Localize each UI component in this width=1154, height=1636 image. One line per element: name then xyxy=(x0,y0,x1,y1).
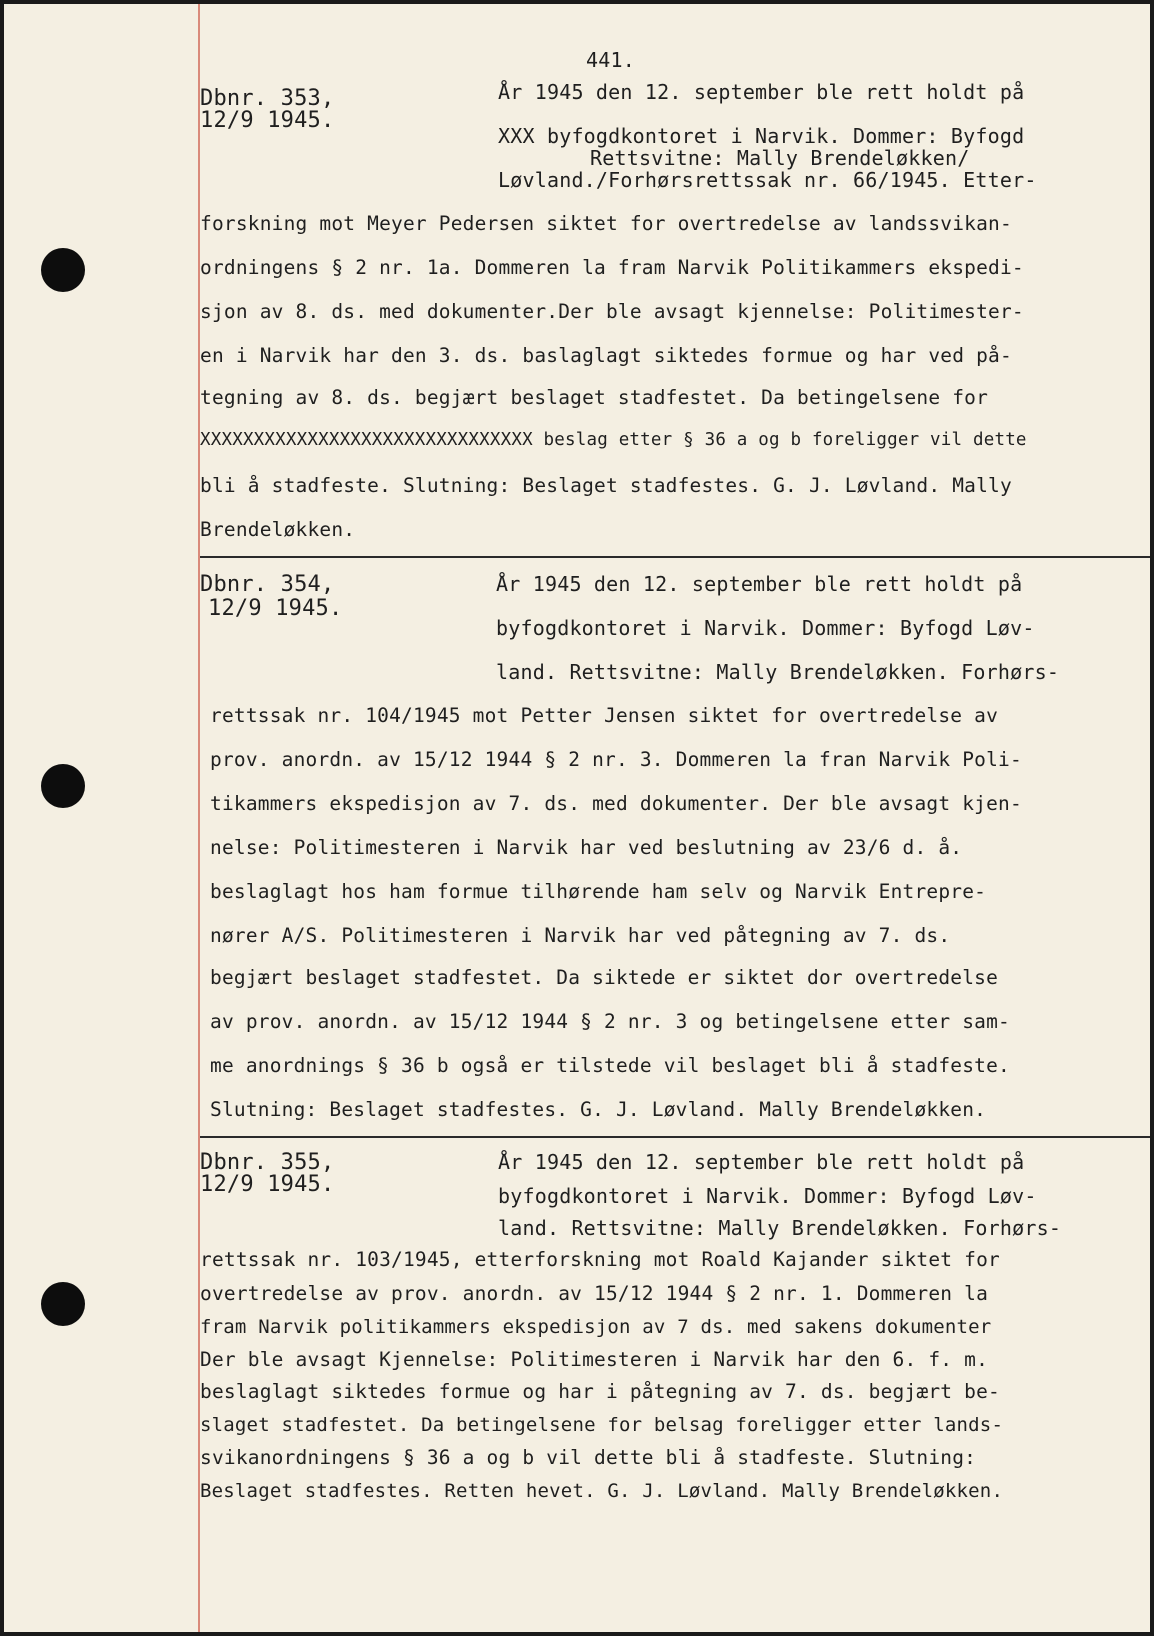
entry-line: Slutning: Beslaget stadfestes. G. J. Løvland. Mally Brendeløkken. xyxy=(210,1098,987,1121)
entry-dbnr: Dbnr. 355, xyxy=(200,1150,335,1175)
entry-line: byfogdkontoret i Narvik. Dommer: Byfogd Løv- xyxy=(498,1184,1037,1208)
entry-line: bli å stadfeste. Slutning: Beslaget stadfestes. G. J. Løvland. Mally xyxy=(200,474,1012,497)
entry-line: År 1945 den 12. september ble rett holdt på xyxy=(496,572,1023,596)
entry-line: en i Narvik har den 3. ds. baslaglagt siktedes formue og har ved på- xyxy=(200,344,1012,367)
entry-dbnr: Dbnr. 354, xyxy=(200,572,335,597)
entry-line: tegning av 8. ds. begjært beslaget stadfestet. Da betingelsene for xyxy=(200,386,989,409)
document-page xyxy=(4,4,1150,1632)
entry-line: rettssak nr. 104/1945 mot Petter Jensen siktet for overtredelse av xyxy=(210,704,999,727)
entry-line: XXXXXXXXXXXXXXXXXXXXXXXXXXXXXXX beslag etter § 36 a og b foreligger vil dette xyxy=(200,430,1027,450)
entry-line: Beslaget stadfestes. Retten hevet. G. J. Løvland. Mally Brendeløkken. xyxy=(200,1480,1004,1502)
entry-line: sjon av 8. ds. med dokumenter.Der ble avsagt kjennelse: Politimester- xyxy=(200,300,1024,323)
entry-divider xyxy=(200,556,1150,558)
entry-line: prov. anordn. av 15/12 1944 § 2 nr. 3. Dommeren la fran Narvik Poli- xyxy=(210,748,1022,771)
entry-line: nører A/S. Politimesteren i Narvik har ved påtegning av 7. ds. xyxy=(210,924,951,947)
entry-line: byfogdkontoret i Narvik. Dommer: Byfogd Løv- xyxy=(496,616,1035,640)
entry-line: År 1945 den 12. september ble rett holdt på xyxy=(498,1150,1025,1174)
entry-dbnr: Dbnr. 353, xyxy=(200,86,335,111)
entry-line: me anordnings § 36 b også er tilstede vil beslaget bli å stadfeste. xyxy=(210,1054,1010,1077)
entry-line: nelse: Politimesteren i Narvik har ved beslutning av 23/6 d. å. xyxy=(210,836,963,859)
entry-date: 12/9 1945. xyxy=(200,1172,335,1197)
entry-line: beslaglagt hos ham formue tilhørende ham selv og Narvik Entrepre- xyxy=(210,880,987,903)
entry-line: begjært beslaget stadfestet. Da siktede er siktet dor overtredelse xyxy=(210,966,999,989)
entry-line: ordningens § 2 nr. 1a. Dommeren la fram Narvik Politikammers ekspedi- xyxy=(200,256,1024,279)
entry-line: Brendeløkken. xyxy=(200,518,356,541)
entry-line: tikammers ekspedisjon av 7. ds. med dokumenter. Der ble avsagt kjen- xyxy=(210,792,1022,815)
entry-line: land. Rettsvitne: Mally Brendeløkken. Forhørs- xyxy=(498,1216,1062,1240)
punch-hole xyxy=(41,1282,85,1326)
entry-line: svikanordningens § 36 a og b vil dette bli å stadfeste. Slutning: xyxy=(200,1446,977,1469)
entry-line: land. Rettsvitne: Mally Brendeløkken. Forhørs- xyxy=(496,660,1060,684)
entry-line: slaget stadfestet. Da betingelsene for belsag foreligger etter lands- xyxy=(200,1414,1004,1436)
entry-line: Løvland./Forhørsrettssak nr. 66/1945. Etter- xyxy=(498,168,1037,192)
punch-hole xyxy=(41,764,85,808)
entry-line: av prov. anordn. av 15/12 1944 § 2 nr. 3 og betingelsene etter sam- xyxy=(210,1010,1010,1033)
entry-line: År 1945 den 12. september ble rett holdt på xyxy=(498,80,1025,104)
entry-line: Rettsvitne: Mally Brendeløkken/ xyxy=(590,146,970,170)
page-number: 441. xyxy=(586,48,635,72)
entry-date: 12/9 1945. xyxy=(208,596,343,621)
entry-line: rettssak nr. 103/1945, etterforskning mot Roald Kajander siktet for xyxy=(200,1248,1000,1271)
entry-line: overtredelse av prov. anordn. av 15/12 1944 § 2 nr. 1. Dommeren la xyxy=(200,1282,989,1305)
entry-line: fram Narvik politikammers ekspedisjon av 7 ds. med sakens dokumenter xyxy=(200,1316,992,1338)
entry-divider xyxy=(200,1136,1150,1138)
entry-line: Der ble avsagt Kjennelse: Politimesteren i Narvik har den 6. f. m. xyxy=(200,1348,989,1371)
punch-hole xyxy=(41,248,85,292)
entry-date: 12/9 1945. xyxy=(200,108,335,133)
entry-line: forskning mot Meyer Pedersen siktet for overtredelse av landssvikan- xyxy=(200,212,1012,235)
entry-line: XXX byfogdkontoret i Narvik. Dommer: Byfogd xyxy=(498,124,1025,148)
entry-line: beslaglagt siktedes formue og har i påtegning av 7. ds. begjært be- xyxy=(200,1380,1000,1403)
